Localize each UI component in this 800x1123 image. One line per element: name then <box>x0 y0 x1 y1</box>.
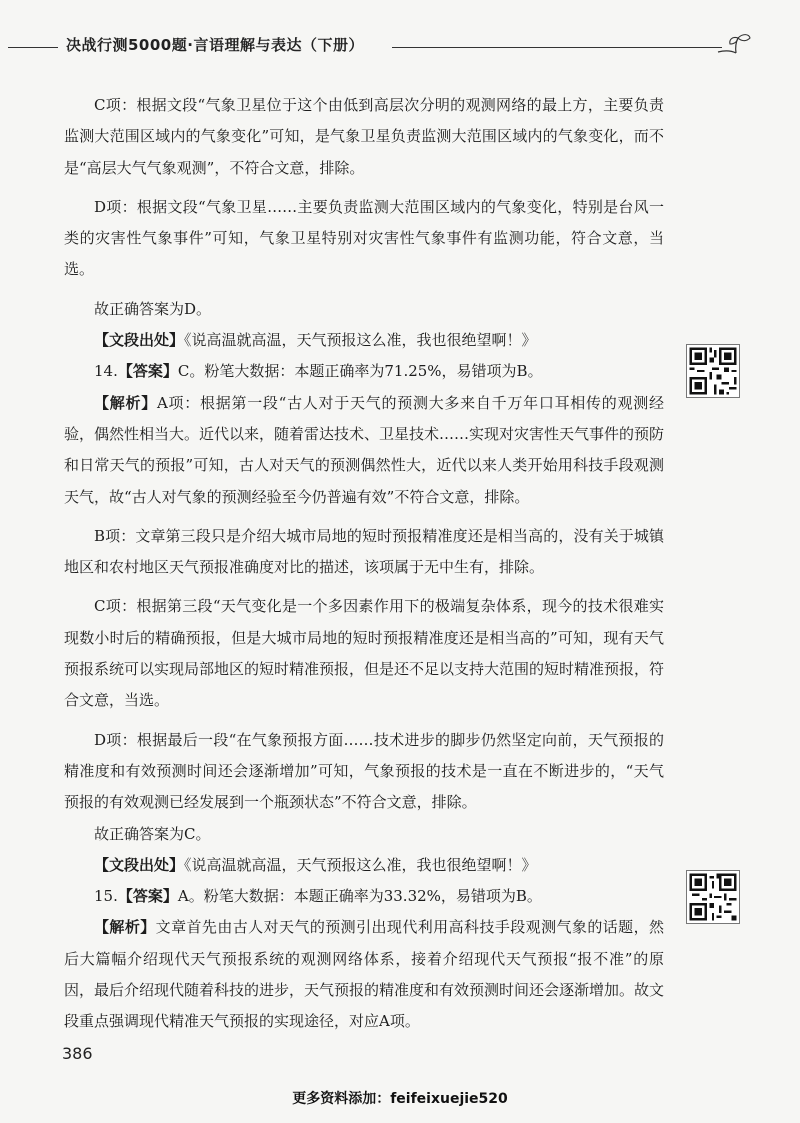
source-text: 《说高温就高温，天气预报这么准，我也很绝望啊！》 <box>184 331 537 350</box>
footer-note: 更多资料添加：feifeixuejie520 <box>292 1091 508 1107</box>
analysis-paragraph-2 <box>64 912 664 1037</box>
sprout-icon <box>716 30 752 60</box>
answer-tag: 【答案】 <box>117 362 178 381</box>
analysis-text: 文章首先由古人对天气的预测引出现代利用高科技手段观测气象的话题，然后大篇幅介绍现代天气预报系统的观测网络体系，接着介绍现代天气预报“报不准”的原因，最后介绍现代随着科技的进步，天气预报的精准度和有效预测时间还会逐渐增加。故文段重点强调现代精准天气预报的实现途径，对应A项。 <box>64 918 665 1031</box>
qr-code-icon[interactable] <box>686 344 740 398</box>
answer-text: A。粉笔大数据：本题正确率为33.32%，易错项为B。 <box>177 887 542 906</box>
answer-line: 故正确答案为D。 <box>94 299 212 318</box>
paragraph-c-option: C项：根据文段“气象卫星位于这个由低到高层次分明的观测网络的最上方，主要负责监测大范围区域内的气象变化”可知，是气象卫星负责监测大范围区域内的气象变化，而不是“高层大气气象观测”，不符合文意，排除。 <box>64 96 664 177</box>
source-tag: 【文段出处】 <box>94 331 185 350</box>
source-line-2 <box>64 850 664 881</box>
paragraph-b-option: B项：文章第三段只是介绍大城市局地的短时预报精准度还是相当高的，没有关于城镇地区和农村地区天气预报准确度对比的描述，该项属于无中生有，排除。 <box>64 526 664 577</box>
answer-tag: 【答案】 <box>117 887 178 906</box>
running-header <box>0 30 800 70</box>
question-number: 14. <box>94 362 118 381</box>
answer-text: C。粉笔大数据：本题正确率为71.25%，易错项为B。 <box>177 362 543 381</box>
question-14-answer <box>64 356 664 387</box>
answer-line-2: 故正确答案为C。 <box>94 824 211 843</box>
analysis-paragraph <box>64 388 664 513</box>
page-body <box>64 90 664 1038</box>
analysis-text: A项：根据第一段“古人对于天气的预测大多来自千万年口耳相传的观测经验，偶然性相当大。近代以来，随着雷达技术、卫星技术……实现对灾害性天气事件的预防和日常天气的预报”可知，古人对天气的预测偶然性大，近代以来人类开始用科技手段观测天气，故“古人对气象的预测经验至今仍普遍有效”不符合文意，排除。 <box>64 393 665 506</box>
header-rule-right <box>392 47 722 48</box>
analysis-tag: 【解析】 <box>94 393 157 412</box>
analysis-tag: 【解析】 <box>94 918 156 937</box>
paragraph-d-option-2: D项：根据最后一段“在气象预报方面……技术进步的脚步仍然坚定向前，天气预报的精准度和有效预测时间还会逐渐增加”可知，气象预报的技术是一直在不断进步的，“天气预报的有效观测已经发展到一个瓶颈状态”不符合文意，排除。 <box>64 730 664 812</box>
paragraph-d-option: D项：根据文段“气象卫星……主要负责监测大范围区域内的气象变化，特别是台风一类的灾害性气象事件”可知，气象卫星特别对灾害性气象事件有监测功能，符合文意，当选。 <box>64 197 664 279</box>
page-number: 386 <box>62 1044 93 1063</box>
paragraph-c-option-2: C项：根据第三段“天气变化是一个多因素作用下的极端复杂体系，现今的技术很难实现数小时后的精确预报，但是大城市局地的短时预报精准度还是相当高的”可知，现有天气预报系统可以实现局部地区的短时精准预报，但是还不足以支持大范围的短时精准预报，符合文意，当选。 <box>64 597 665 710</box>
source-tag: 【文段出处】 <box>94 855 185 874</box>
question-number: 15. <box>94 887 118 906</box>
header-rule-left <box>8 47 58 48</box>
source-text: 《说高温就高温，天气预报这么准，我也很绝望啊！》 <box>184 855 537 874</box>
source-line <box>64 325 664 356</box>
qr-code-icon[interactable] <box>686 870 740 924</box>
book-title: 决战行测5000题·言语理解与表达（下册） <box>66 36 364 54</box>
question-15-answer <box>64 881 664 912</box>
